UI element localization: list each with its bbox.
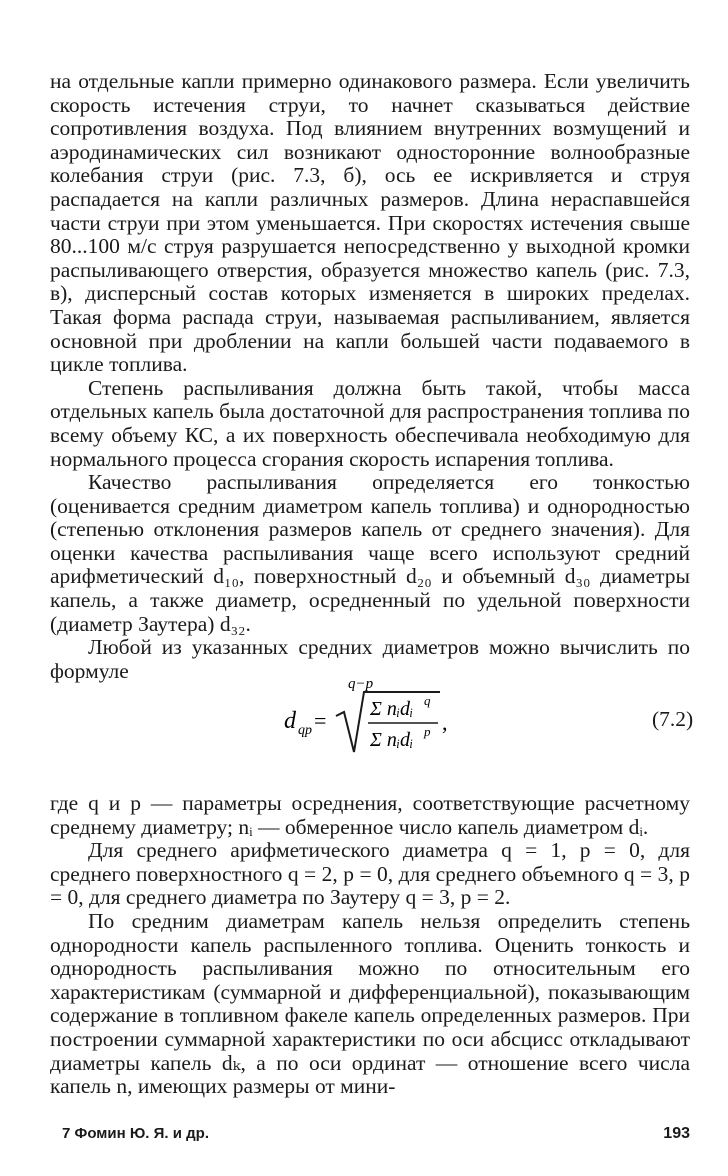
main-text-lower — [50, 792, 690, 1099]
paragraph-7: По средним диаметрам капель нельзя определить степень однородности капель распыленного топлива. Оценить тонкость и однородность распыливания можно по относительным его характеристикам (суммарной и дифференциальной), показывающим содержание в топливном факеле капель определенных размеров. При построении суммарной характеристики по оси абсцисс откладывают диаметры капель dₖ, а по оси ординат — отношение всего числа капель n, имеющих размеры от мини- — [50, 908, 690, 1099]
denominator-exponent: p — [424, 724, 431, 739]
page-number: 193 — [663, 1125, 690, 1142]
equation-number: (7.2) — [652, 707, 694, 731]
root-index: q−p — [348, 676, 374, 692]
denominator: Σ nᵢdᵢ — [370, 729, 414, 751]
formula-7-2 — [270, 672, 470, 782]
paragraph-6: Для среднего арифметического диаметра q = 1, p = 0, для среднего поверхностного q = 2, p = 0, для среднего объемного q = 3, p = 0, для среднего диаметра по Заутеру q = 3, p = 2. — [50, 838, 690, 910]
signature-mark: 7 Фомин Ю. Я. и др. — [62, 1125, 209, 1142]
paragraph-1: на отдельные капли примерно одинакового размера. Если увеличить скорость истечения струи, то начнет сказываться действие сопротивления воздуха. Под влиянием внутренних возмущений и аэродинамических сил возникают односторонние волнообразные колебания струи (рис. 7.3, б), ось ее искривляется и струя распадается на капли различных размеров. Длина нераспавшейся части струи при этом уменьшается. При скоростях истечения свыше 80...100 м/с струя разрушается непосредственно у выходной кромки распыливающего отверстия, образуется множество капель (рис. 7.3, в), дисперсный состав которых изменяется в широких пределах. Такая форма распада струи, называемая распыливанием, является основной при дроблении на капли большей части подаваемого в цикле топлива. — [50, 69, 690, 377]
equals-sign: = — [314, 708, 327, 733]
paragraph-5: где q и p — параметры осреднения, соответствующие расчетному среднему диаметру; nᵢ — обмеренное число капель диаметром dᵢ. — [50, 791, 690, 839]
paragraph-4: Любой из указанных средних диаметров можно вычислить по формуле — [50, 635, 690, 683]
paragraph-3: Качество распыливания определяется его тонкостью (оценивается средним диаметром капель топлива) и однородностью (степенью отклонения размеров капель от среднего значения). Для оценки качества распыливания чаще всего используют средний арифметический d₁₀, поверхностный d₂₀ и объемный d₃₀ диаметры капель, а также диаметр, осредненный по удельной поверхности (диаметр Заутера) d₃₂. — [50, 470, 690, 636]
paragraph-2: Степень распыливания должна быть такой, чтобы масса отдельных капель была достаточной для распространения топлива по всему объему КС, а их поверхность обеспечивала необходимую для нормального процесса сгорания скорость испарения топлива. — [50, 375, 690, 471]
numerator-exponent: q — [424, 693, 431, 708]
numerator: Σ nᵢdᵢ — [370, 698, 414, 720]
formula-comma: , — [442, 710, 448, 735]
formula-lhs-sub: qp — [298, 723, 312, 738]
formula-lhs: d — [284, 708, 296, 734]
formula-graphic — [270, 672, 470, 782]
main-text-upper — [50, 70, 690, 683]
